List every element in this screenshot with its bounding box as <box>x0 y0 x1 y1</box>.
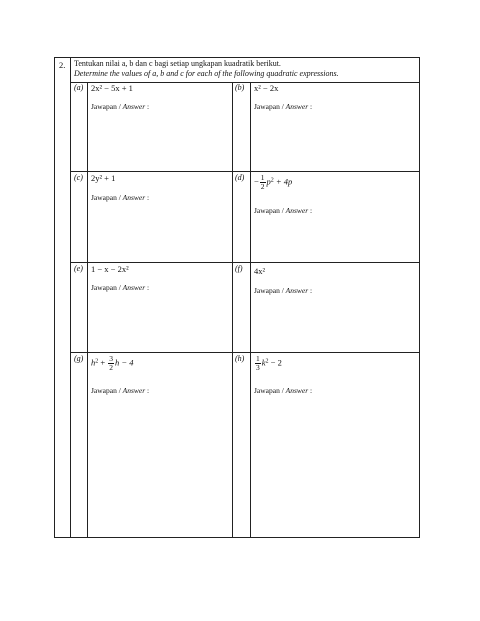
expression-f: 4x² <box>254 266 266 276</box>
column-divider <box>250 82 251 537</box>
part-label-e: (e) <box>74 264 83 273</box>
fraction: $\frac{1}{2}$ <box>260 173 265 191</box>
column-divider <box>232 82 233 537</box>
question-number: 2. <box>59 60 66 70</box>
part-label-g: (g) <box>74 354 84 363</box>
expression-g: $h^2$ + $\frac{3}{2}$ h − 4 <box>91 354 134 372</box>
column-divider <box>87 82 88 537</box>
part-label-f: (f) <box>235 264 243 273</box>
question-instructions <box>74 59 339 79</box>
expression-c: 2y² + 1 <box>91 173 116 183</box>
column-divider <box>70 58 71 537</box>
answer-label-e: Jawapan / Answer : <box>91 283 150 292</box>
part-label-d: (d) <box>235 173 245 182</box>
instruction-english: Determine the values of a, b and c for each of the following quadratic expressions. <box>74 69 339 78</box>
part-label-b: (b) <box>235 83 245 92</box>
answer-label-h: Jawapan / Answer : <box>254 386 313 395</box>
part-label-c: (c) <box>74 173 83 182</box>
expression-e: 1 − x − 2x² <box>91 264 129 274</box>
expression-b: x² − 2x <box>254 83 279 93</box>
instruction-malay: Tentukan nilai a, b dan c bagi setiap ungkapan kuadratik berikut. <box>74 59 281 68</box>
row-divider <box>70 171 419 172</box>
fraction: $\frac{1}{3}$ <box>256 354 260 372</box>
answer-label-f: Jawapan / Answer : <box>254 286 313 295</box>
question-table <box>54 57 420 538</box>
part-label-a: (a) <box>74 83 84 92</box>
fraction: $\frac{3}{2}$ <box>109 354 114 372</box>
answer-label-d: Jawapan / Answer : <box>254 206 313 215</box>
expression-a: 2x² − 5x + 1 <box>91 83 133 93</box>
answer-label-c: Jawapan / Answer : <box>91 193 150 202</box>
answer-label-b: Jawapan / Answer : <box>254 102 313 111</box>
expression-h: $\frac{1}{3}$ $k^2 - 2$ <box>256 354 282 372</box>
answer-label-a: Jawapan / Answer : <box>91 102 150 111</box>
row-divider <box>70 262 419 263</box>
expression-d: − $\frac{1}{2}$ $p^2 + 4p$ <box>254 173 293 191</box>
answer-label-g: Jawapan / Answer : <box>91 386 150 395</box>
row-divider <box>70 352 419 353</box>
part-label-h: (h) <box>235 354 245 363</box>
